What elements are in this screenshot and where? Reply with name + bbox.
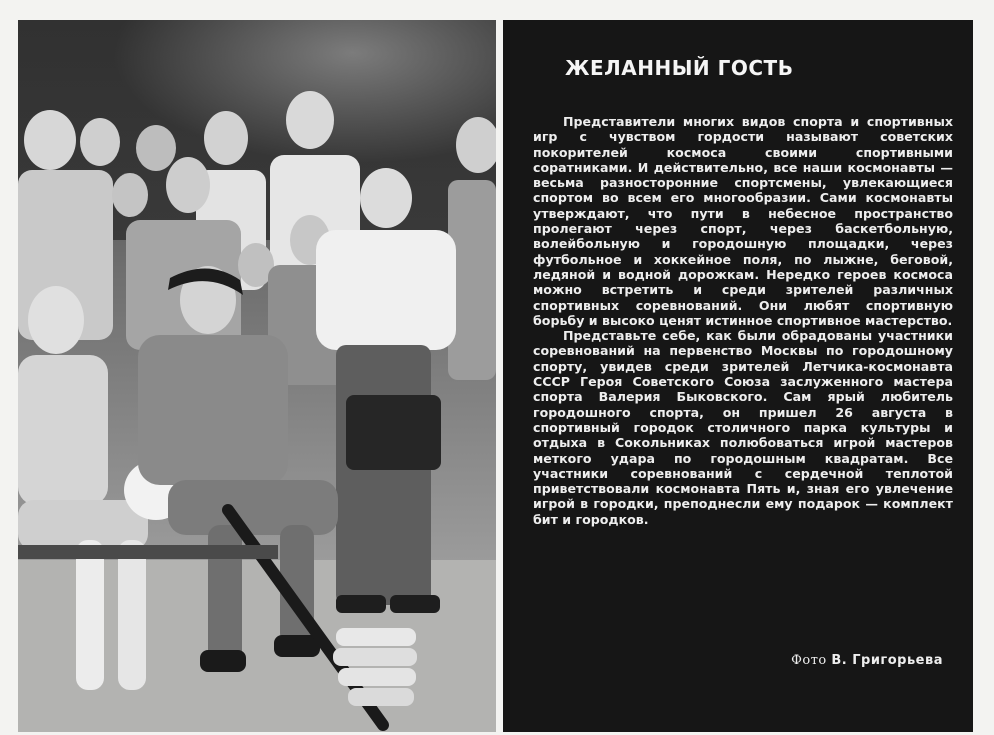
article-headline: ЖЕЛАННЫЙ ГОСТЬ [565,56,794,80]
bench [18,545,278,559]
briefcase [346,395,441,470]
photograph-spectators [18,20,496,732]
article-panel [503,20,973,732]
photo-credit-name: В. Григорьева [831,653,943,668]
article-body [533,114,953,527]
photo-credit-prefix: Фото [791,653,832,668]
photo-illustration [18,20,496,732]
article-paragraph-2: Представьте себе, как были обрадованы участники соревнований на первенство Москвы по городошному спорту, увидев среди зрителей Летчика-космонавта СССР Героя Советского Союза заслуженного мастера спорта Валерия Быковского. Сам ярый любитель городошного спорта, он пришел 26 августа в спортивный городок столичного парка культуры и отдыха в Сокольниках полюбоваться игрой мастеров меткого удара по городошным квадратам. Все участники соревнований с сердечной теплотой приветствовали космонавта Пять и, зная его увлечение игрой в городки, преподнесли ему подарок — комплект бит и городков. [533,328,953,527]
article-paragraph-1: Представители многих видов спорта и спортивных игр с чувством гордости называют советских покорителей космоса своими спортивными соратниками. И действительно, все наши космонавты — весьма разносторонние спортсмены, увлекающиеся спортом во всем его многообразии. Сами космонавты утверждают, что пути в небесное пространство пролегают через спорт, через баскетбольную, волейбольную и городошную площадки, через футбольное и хоккейное поля, по лыжне, беговой, ледяной и водной дорожкам. Нередко героев космоса можно встретить и среди зрителей различных спортивных соревнований. Они любят спортивную борьбу и высоко ценят истинное спортивное мастерство. [533,114,953,328]
photo-credit [791,653,943,668]
